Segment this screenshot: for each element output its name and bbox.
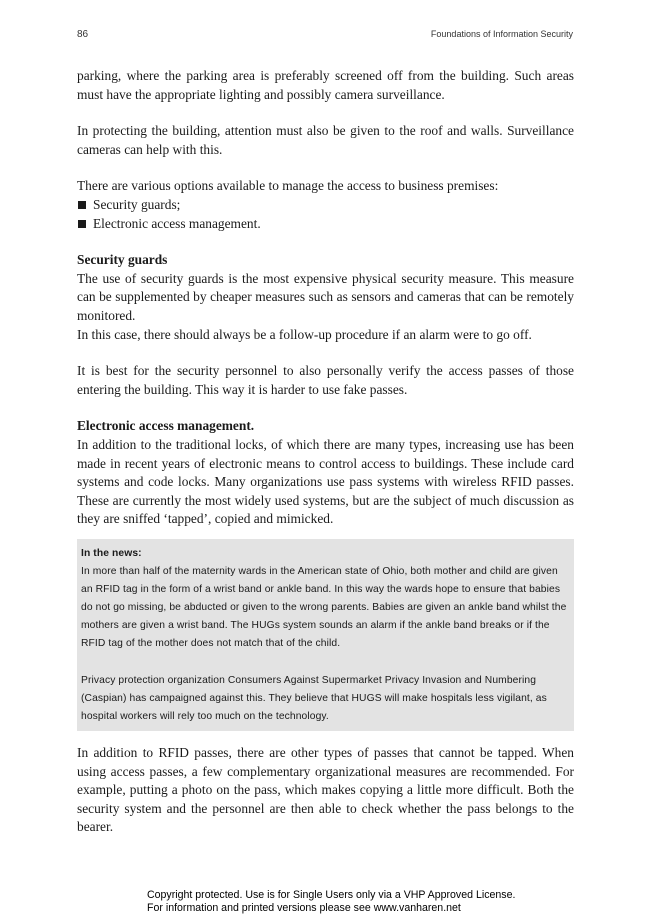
- paragraph-security-guards-cost: The use of security guards is the most expensive physical security measure. This measure can be supplemented by cheaper measures such as sensors and cameras that can be remotely monitored.: [77, 270, 574, 323]
- list-item: Electronic access management.: [77, 215, 574, 234]
- closing-text: [77, 744, 574, 837]
- news-box: [77, 539, 574, 731]
- footer-line-2: For information and printed versions please see www.vanharen.net: [147, 902, 461, 914]
- page-number: 86: [77, 29, 89, 40]
- section-heading-security-guards: Security guards: [77, 252, 168, 268]
- paragraph-other-passes: In addition to RFID passes, there are other types of passes that cannot be tapped. When using access passes, a few complementary organizational measures are recommended. For example, putting a photo on the pass, which makes copying a little more difficult. Both the security system and the personnel are then able to check whether the pass belongs to the bearer.: [77, 745, 574, 835]
- paragraph-follow-up: In this case, there should always be a follow-up procedure if an alarm were to go off.: [77, 326, 532, 342]
- bullet-square-icon: [78, 201, 86, 209]
- paragraph-electronic-access: In addition to the traditional locks, of which there are many types, increasing use has been made in recent years of electronic means to control access to buildings. These include card systems and code locks. Many organizations use pass systems with wireless RFID passes. These are currently the most widely used systems, but are the subject of much discussion as they are sniffed ‘tapped’, copied and mimicked.: [77, 436, 574, 527]
- body-text: [77, 67, 574, 529]
- news-box-title: In the news:: [81, 548, 142, 559]
- access-options-list: [77, 196, 574, 233]
- news-paragraph-rfid-tags: In more than half of the maternity wards in the American state of Ohio, both mother and child are given an RFID tag in the form of a wrist band or ankle band. In this way the wards hope to ensure that babies do not go missing, be abducted or given to the wrong parents. Babies are given an ankle band whilst the mothers are given a wrist band. The HUGs system sounds an alarm if the ankle band breaks or if the RFID tag of the mother does not match that of the child.: [81, 566, 567, 650]
- bullet-square-icon: [78, 220, 86, 228]
- paragraph-building-protection: In protecting the building, attention must also be given to the roof and walls. Surveillance cameras can help with this.: [77, 123, 574, 157]
- copyright-footer: [147, 889, 515, 915]
- list-item: Security guards;: [77, 196, 574, 215]
- footer-line-1: Copyright protected. Use is for Single Users only via a VHP Approved License.: [147, 889, 516, 901]
- running-title: Foundations of Information Security: [430, 29, 573, 39]
- page-header: [77, 29, 573, 43]
- paragraph-access-options: There are various options available to manage the access to business premises:: [77, 178, 499, 194]
- section-heading-electronic-access: Electronic access management.: [77, 418, 255, 434]
- paragraph-verify-passes: It is best for the security personnel to also personally verify the access passes of those entering the building. This way it is harder to use fake passes.: [77, 363, 574, 397]
- paragraph-parking: parking, where the parking area is preferably screened off from the building. Such areas must have the appropriate lighting and possibly camera surveillance.: [77, 68, 574, 102]
- news-paragraph-caspian: Privacy protection organization Consumers Against Supermarket Privacy Invasion and Numbering (Caspian) has campaigned against this. They believe that HUGS will make hospitals less vigilant, as hospital workers will rely too much on the technology.: [81, 674, 547, 722]
